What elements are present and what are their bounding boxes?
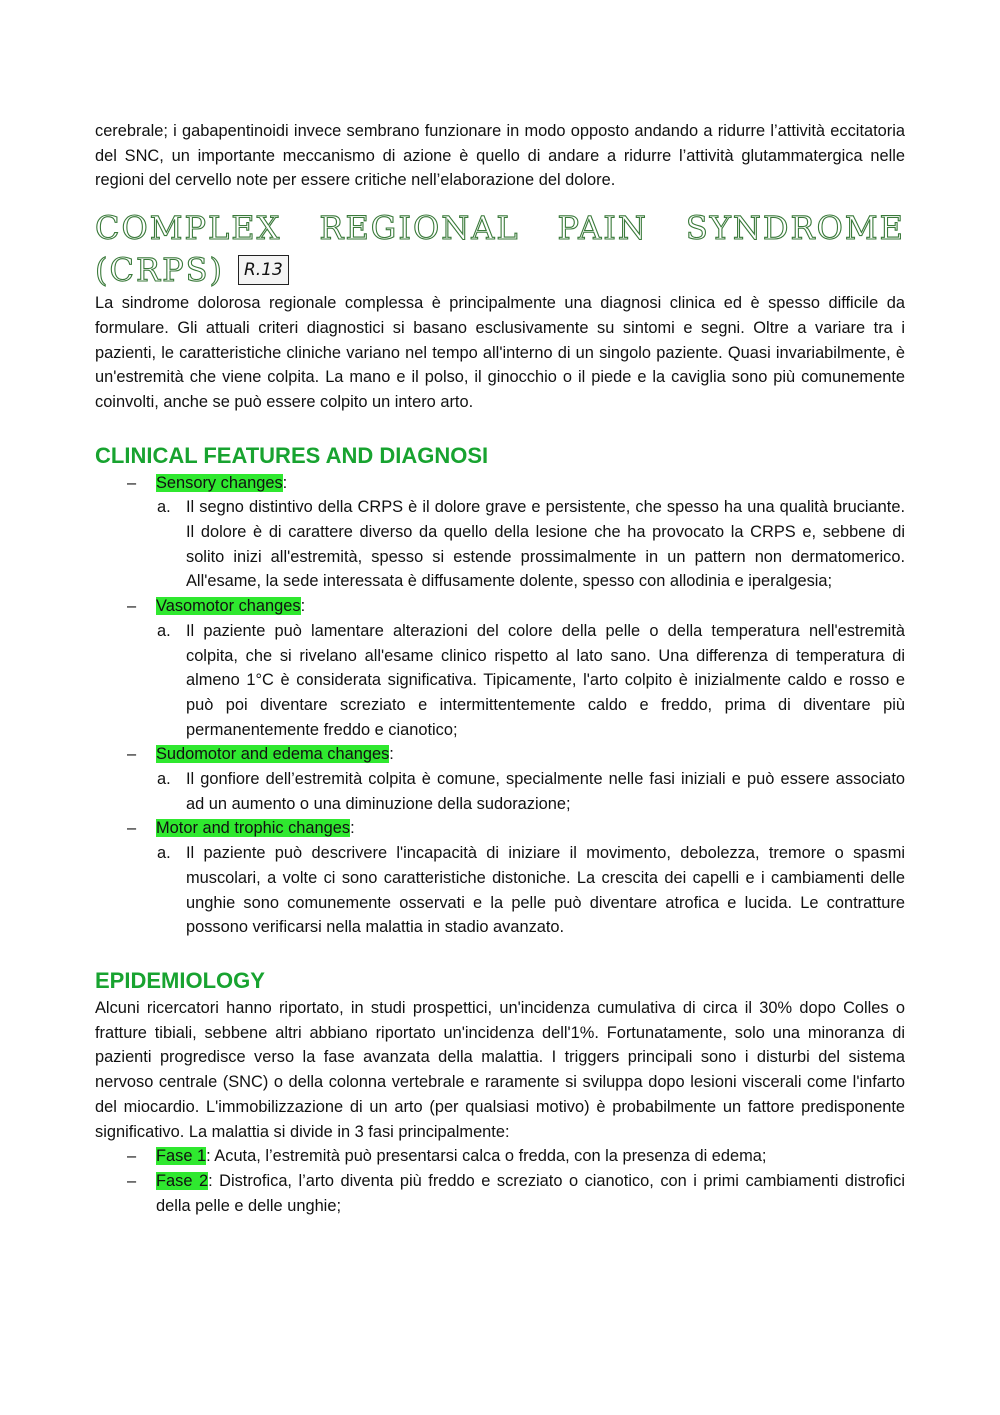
sub-list-item <box>156 619 905 743</box>
crps-paragraph: La sindrome dolorosa regionale complessa è principalmente una diagnosi clinica ed è spesso difficile da formulare. Gli attuali criteri diagnostici si basano esclusivamente su sintomi e segni. Oltre a variare tra i pazienti, le caratteristiche cliniche variano nel tempo all'interno di un singolo paziente. Quasi invariabilmente, è un'estremità che viene colpita. La mano e il polso, il ginocchio o il piede e la caviglia sono più comunemente coinvolti, anche se può essere colpito un intero arto. <box>95 294 905 411</box>
page-content <box>95 119 905 1218</box>
list-item <box>95 594 905 742</box>
highlighted-label: Sudomotor and edema changes <box>156 745 390 764</box>
sub-marker: a. <box>157 770 171 789</box>
sub-list <box>156 619 905 743</box>
phase-text: : Distrofica, l’arto diventa più freddo e screziato o cianotico, con i primi cambiamenti distrofici della pelle e delle unghie; <box>156 1171 905 1215</box>
dash-bullet: – <box>127 1171 137 1190</box>
list-item <box>95 816 905 940</box>
sub-marker: a. <box>157 498 171 517</box>
list-item <box>95 1169 905 1218</box>
label-suffix: : <box>389 745 394 764</box>
sub-list-item <box>156 767 905 816</box>
epidemiology-paragraph: Alcuni ricercatori hanno riportato, in studi prospettici, un'incidenza cumulativa di circa il 30% dopo Colles o fratture tibiali, sebbene altri abbiano riportato un'incidenza dell'1%. Fortunatamente, solo una minoranza di pazienti progredisce verso la fase avanzata della malattia. I triggers principali sono i disturbi del sistema nervoso centrale (SNC) o della colonna vertebrale e raramente si sviluppa dopo lesioni viscerali come l'infarto del miocardio. L'immobilizzazione di un arto (per qualsiasi motivo) è probabilmente un fattore predisponente significativo. La malattia si divide in 3 fasi principalmente: <box>95 998 905 1141</box>
list-item <box>95 471 905 595</box>
highlighted-label: Sensory changes <box>156 473 283 492</box>
dash-bullet: – <box>127 597 137 616</box>
sub-list <box>156 495 905 594</box>
phases-list <box>95 1144 905 1218</box>
list-item <box>95 1144 905 1169</box>
sub-marker: a. <box>157 621 171 640</box>
sub-list <box>156 841 905 940</box>
sub-marker: a. <box>157 844 171 863</box>
label-suffix: : <box>300 597 306 616</box>
highlighted-label: Vasomotor changes <box>156 597 301 616</box>
sub-list-item <box>156 841 905 940</box>
sub-list-item <box>156 495 905 594</box>
highlighted-label: Fase 1 <box>156 1147 207 1166</box>
title-word: SYNDROME <box>685 209 905 248</box>
title-word: COMPLEX <box>95 209 282 248</box>
highlighted-label: Motor and trophic changes <box>156 819 351 838</box>
reference-tag: R.13 <box>238 255 289 285</box>
title-line-1 <box>95 207 905 249</box>
heading-epidemiology: EPIDEMIOLOGY <box>95 967 265 993</box>
title-word: REGIONAL <box>319 209 520 248</box>
label-suffix: : <box>282 473 288 492</box>
section-title-crps <box>95 207 905 291</box>
list-item <box>95 742 905 816</box>
highlighted-label: Fase 2 <box>156 1171 209 1190</box>
sub-item-text: Il segno distintivo della CRPS è il dolore grave e persistente, che spesso ha una qualità bruciante. Il dolore è di carattere diverso da quello della lesione che ha provocato la CRPS e, sebbene di solito inizi all'estremità, spesso si estende prossimalmente in un pattern non dermatomerico. All'esame, la sede interessata è diffusamente dolente, spesso con allodinia e iperalgesia; <box>186 498 905 591</box>
sub-item-text: Il gonfiore dell’estremità colpita è comune, specialmente nelle fasi iniziali e può essere associato ad un aumento o una diminuzione della sudorazione; <box>186 770 905 813</box>
sub-item-text: Il paziente può descrivere l'incapacità di iniziare il movimento, debolezza, tremore o spasmi muscolari, a volte ci sono caratteristiche distoniche. La crescita dei capelli e i cambiamenti delle unghie sono comunemente osservati e la pelle può diventare atrofica e lucida. Le contratture possono verificarsi nella malattia in stadio avanzato. <box>186 844 905 937</box>
title-abbrev: (CRPS) <box>95 251 224 290</box>
label-suffix: : <box>350 819 355 838</box>
title-word: PAIN <box>557 209 648 248</box>
title-line-2 <box>95 249 905 291</box>
intro-paragraph: cerebrale; i gabapentinoidi invece sembrano funzionare in modo opposto andando a ridurre l’attività eccitatoria del SNC, un importante meccanismo di azione è quello di andare a ridurre l’attività glutammatergica nelle regioni del cervello note per essere critiche nell’elaborazione del dolore. <box>95 122 905 190</box>
heading-clinical-features: CLINICAL FEATURES AND DIAGNOSI <box>95 442 489 468</box>
dash-bullet: – <box>127 1147 137 1166</box>
sub-list <box>156 767 905 816</box>
dash-bullet: – <box>127 473 137 492</box>
clinical-features-list <box>95 471 905 940</box>
dash-bullet: – <box>127 819 137 838</box>
phase-text: : Acuta, l’estremità può presentarsi calca o fredda, con la presenza di edema; <box>206 1147 767 1166</box>
dash-bullet: – <box>127 745 137 764</box>
sub-item-text: Il paziente può lamentare alterazioni del colore della pelle o della temperatura nell'estremità colpita, che si rivelano all'esame clinico rispetto al lato sano. Una differenza di temperatura di almeno 1°C è considerata significativa. Tipicamente, l'arto colpito è inizialmente caldo e rosso e può poi diventare screziato e intermittentemente caldo e freddo, prima di diventare più permanentemente freddo e cianotico; <box>186 621 905 739</box>
